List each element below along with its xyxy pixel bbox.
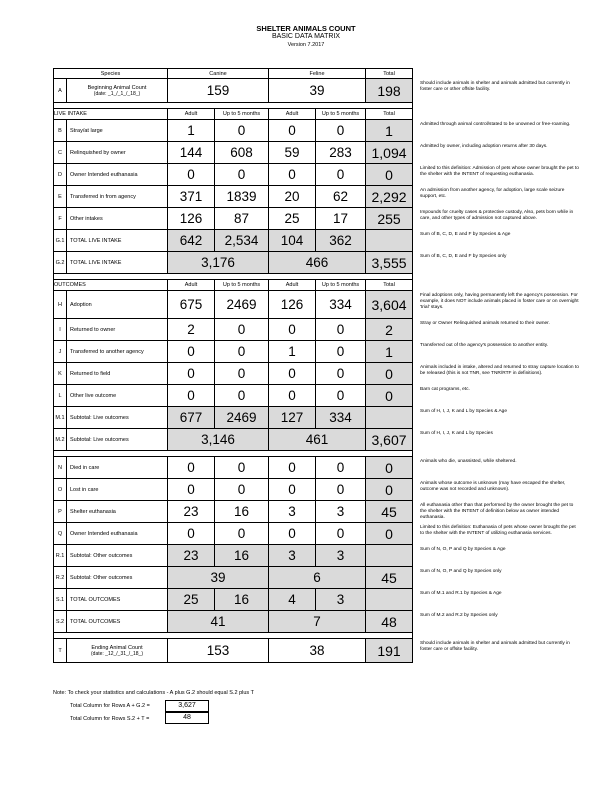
total-value: 45	[366, 501, 413, 523]
row-I	[54, 319, 413, 341]
section-live-intake: LIVE INTAKE	[54, 109, 168, 120]
cell-value: 0	[269, 523, 316, 545]
feline-header: Feline	[269, 69, 366, 79]
footer-line-2: Total Column for Rows S.2 + T =	[70, 716, 150, 722]
cell-value: 3	[316, 545, 366, 567]
cell-value: 87	[215, 208, 269, 230]
row-L	[54, 385, 413, 407]
row-label: TOTAL OUTCOMES	[67, 611, 168, 633]
row-label: Transferred in from agency	[67, 186, 168, 208]
form-subtitle: BASIC DATA MATRIX	[271, 33, 341, 40]
row-label: Died in care	[67, 457, 168, 479]
total-value: 0	[366, 479, 413, 501]
cell-value: 104	[269, 230, 316, 252]
cell-value: 642	[168, 230, 215, 252]
row-code: N	[54, 457, 67, 479]
row-code: F	[54, 208, 67, 230]
canine-header: Canine	[168, 69, 269, 79]
row-T	[54, 639, 413, 663]
row-note: Barn cat programs, etc.	[420, 386, 470, 392]
canine-total: 41	[168, 611, 269, 633]
canine-total: 3,146	[168, 429, 269, 451]
row-label: Transferred to another agency	[67, 341, 168, 363]
row-B	[54, 120, 413, 142]
cell-value: 334	[316, 407, 366, 429]
adult-header: Adult	[168, 280, 215, 291]
canine-value: 159	[168, 79, 269, 103]
cell-value: 0	[269, 120, 316, 142]
row-note: All euthanasia other than that performed by the owner brought the pet to the shelter with the INTENT of definition below as owner intended euthanasia.	[420, 502, 574, 520]
row-code: R.1	[54, 545, 67, 567]
row-G-1	[54, 230, 413, 252]
row-code: I	[54, 319, 67, 341]
footer-line-1: Total Column for Rows A + G.2 =	[70, 703, 150, 709]
row-label: Ending Animal Count	[91, 644, 143, 651]
row-code: K	[54, 363, 67, 385]
row-label: Relinquished by owner	[67, 142, 168, 164]
row-code: T	[54, 639, 67, 663]
total-value: 2	[366, 319, 413, 341]
row-label: Returned to owner	[67, 319, 168, 341]
total-value: 0	[366, 457, 413, 479]
cell-value: 0	[215, 479, 269, 501]
adult-header: Adult	[168, 109, 215, 120]
cell-value: 25	[269, 208, 316, 230]
date-field: (date: _1_/_1_/_18_)	[93, 90, 141, 97]
row-code: R.2	[54, 567, 67, 589]
cell-value: 0	[269, 479, 316, 501]
row-R-2	[54, 567, 413, 589]
cell-value: 0	[316, 120, 366, 142]
total-value: 0	[366, 385, 413, 407]
cell-value: 0	[316, 385, 366, 407]
row-note: Final adoptions only, having permanently left the agency's possession. For example, it does NOT include animals placed in foster care or on overnight 'trial' stays.	[420, 292, 579, 310]
adult-header: Adult	[269, 280, 316, 291]
cell-value: 0	[215, 120, 269, 142]
cell-value: 126	[168, 208, 215, 230]
row-label: Subtotal: Other outcomes	[67, 545, 168, 567]
total-value: 3,555	[366, 252, 413, 274]
total-value	[366, 407, 413, 429]
cell-value: 0	[269, 457, 316, 479]
row-label: Stray/at large	[67, 120, 168, 142]
cell-value: 0	[269, 385, 316, 407]
cell-value: 16	[215, 589, 269, 611]
row-label: Owner Intended euthanasia	[67, 164, 168, 186]
total-value	[366, 589, 413, 611]
row-label: Subtotal: Live outcomes	[67, 429, 168, 451]
cell-value: 20	[269, 186, 316, 208]
cell-value: 4	[269, 589, 316, 611]
row-note: Admitted through animal control/stated to be unowned or free-roaming.	[420, 121, 571, 127]
upto5-header: Up to 5 months	[316, 109, 366, 120]
row-note: Stray or Owner Relinquished animals returned to their owner.	[420, 320, 550, 326]
row-M-1	[54, 407, 413, 429]
cell-value: 675	[168, 291, 215, 319]
footer-note: Note: To check your statistics and calculations - A plus G.2 should equal S.2 plus T	[53, 690, 254, 696]
row-code: D	[54, 164, 67, 186]
cell-value: 0	[316, 319, 366, 341]
cell-value: 1	[168, 120, 215, 142]
section-outcomes: OUTCOMES	[54, 280, 168, 291]
row-K	[54, 363, 413, 385]
row-label: Subtotal: Other outcomes	[67, 567, 168, 589]
upto5-header: Up to 5 months	[215, 109, 269, 120]
cell-value: 3	[316, 501, 366, 523]
row-label: Beginning Animal Count	[87, 84, 147, 91]
row-note: Transferred out of the agency's possession to another entity.	[420, 342, 549, 348]
cell-value: 0	[215, 523, 269, 545]
row-Q	[54, 523, 413, 545]
row-note: Animals whose outcome is unknown (may have escaped the shelter, outcome was not recorded and unknown).	[420, 480, 566, 492]
total-value	[366, 545, 413, 567]
row-code: E	[54, 186, 67, 208]
total-value: 198	[366, 79, 413, 103]
row-label: Other live outcome	[67, 385, 168, 407]
cell-value: 0	[316, 457, 366, 479]
total-value: 45	[366, 567, 413, 589]
row-A	[54, 79, 413, 103]
row-note: An admission from another agency, for adoption, large scale seizure support, etc.	[420, 187, 565, 199]
row-note: Admitted by owner, including adoption returns after 30 days.	[420, 143, 548, 149]
row-code: G.1	[54, 230, 67, 252]
row-O	[54, 479, 413, 501]
feline-total: 466	[269, 252, 366, 274]
cell-value: 0	[168, 385, 215, 407]
cell-value: 1839	[215, 186, 269, 208]
cell-value: 127	[269, 407, 316, 429]
cell-value: 0	[269, 164, 316, 186]
total-header: Total	[366, 109, 413, 120]
adult-header: Adult	[269, 109, 316, 120]
cell-value: 16	[215, 545, 269, 567]
upto5-header: Up to 5 months	[316, 280, 366, 291]
row-G-2	[54, 252, 413, 274]
row-label: Adoption	[67, 291, 168, 319]
row-label: Subtotal: Live outcomes	[67, 407, 168, 429]
row-S-1	[54, 589, 413, 611]
total-value: 255	[366, 208, 413, 230]
cell-value: 0	[269, 319, 316, 341]
upto5-header: Up to 5 months	[215, 280, 269, 291]
row-P	[54, 501, 413, 523]
cell-value: 62	[316, 186, 366, 208]
row-code: S.1	[54, 589, 67, 611]
row-label: TOTAL LIVE INTAKE	[67, 230, 168, 252]
form-title: SHELTER ANIMALS COUNT	[256, 24, 356, 33]
feline-total: 461	[269, 429, 366, 451]
total-value: 3,604	[366, 291, 413, 319]
cell-value: 0	[215, 319, 269, 341]
row-R-1	[54, 545, 413, 567]
row-F	[54, 208, 413, 230]
cell-value: 0	[215, 457, 269, 479]
total-header: Total	[366, 69, 413, 79]
cell-value: 608	[215, 142, 269, 164]
row-code: B	[54, 120, 67, 142]
cell-value: 334	[316, 291, 366, 319]
feline-value: 38	[269, 639, 366, 663]
row-code: M.1	[54, 407, 67, 429]
total-value: 0	[366, 164, 413, 186]
row-code: Q	[54, 523, 67, 545]
canine-value: 153	[168, 639, 269, 663]
cell-value: 2	[168, 319, 215, 341]
feline-total: 7	[269, 611, 366, 633]
cell-value: 0	[316, 479, 366, 501]
cell-value: 3	[316, 589, 366, 611]
row-code: A	[54, 79, 67, 103]
feline-value: 39	[269, 79, 366, 103]
cell-value: 2469	[215, 291, 269, 319]
cell-value: 0	[316, 164, 366, 186]
row-note: Animals included in intake, altered and returned to stray capture location to be released (this is not TNR, see TNR/RTF in definitions).	[420, 364, 579, 376]
cell-value: 0	[316, 523, 366, 545]
cell-value: 0	[215, 164, 269, 186]
row-C	[54, 142, 413, 164]
row-note: Limited to this definition: Euthanasia of pets whose owner brought the pet to the shelter with the INTENT of utilizing euthanasia services.	[420, 524, 576, 536]
total-value: 191	[366, 639, 413, 663]
total-value: 0	[366, 523, 413, 545]
species-header: Species	[54, 69, 168, 79]
row-label: Owner Intended euthanasia	[67, 523, 168, 545]
row-note: Sum of B, C, D, E and F by Species & Age	[420, 231, 511, 237]
cell-value: 23	[168, 501, 215, 523]
total-value: 1,094	[366, 142, 413, 164]
cell-value: 2469	[215, 407, 269, 429]
cell-value: 0	[215, 363, 269, 385]
row-note: Sum of N, O, P and Q by Species & Age	[420, 546, 506, 552]
row-code: P	[54, 501, 67, 523]
row-label: TOTAL LIVE INTAKE	[67, 252, 168, 274]
total-value: 3,607	[366, 429, 413, 451]
row-code: J	[54, 341, 67, 363]
row-code: S.2	[54, 611, 67, 633]
row-S-2	[54, 611, 413, 633]
row-note: Animals who die, unassisted, while sheltered.	[420, 458, 517, 464]
cell-value: 0	[168, 164, 215, 186]
row-note: Sum of H, I, J, K and L by Species & Age	[420, 408, 508, 414]
total-value: 48	[366, 611, 413, 633]
form-version: Version 7.2017	[287, 42, 325, 48]
cell-value: 3	[269, 501, 316, 523]
cell-value: 2,534	[215, 230, 269, 252]
total-value: 0	[366, 363, 413, 385]
cell-value: 0	[215, 341, 269, 363]
row-label: TOTAL OUTCOMES	[67, 589, 168, 611]
cell-value: 59	[269, 142, 316, 164]
cell-value: 0	[316, 341, 366, 363]
cell-value: 0	[316, 363, 366, 385]
total-value: 1	[366, 341, 413, 363]
feline-total: 6	[269, 567, 366, 589]
total-value: 2,292	[366, 186, 413, 208]
row-N	[54, 457, 413, 479]
row-label: Shelter euthanasia	[67, 501, 168, 523]
row-code: M.2	[54, 429, 67, 451]
cell-value: 0	[269, 363, 316, 385]
cell-value: 126	[269, 291, 316, 319]
row-label: Returned to field	[67, 363, 168, 385]
data-matrix	[53, 68, 413, 663]
row-E	[54, 186, 413, 208]
canine-total: 39	[168, 567, 269, 589]
cell-value: 3	[269, 545, 316, 567]
cell-value: 677	[168, 407, 215, 429]
cell-value: 283	[316, 142, 366, 164]
date-field: (date: _12_/_31_/_18_)	[91, 650, 143, 657]
row-note: Limited to this definition: Admission of pets whose owner brought the pet to the shelter with the INTENT of requesting euthanasia.	[420, 165, 579, 177]
total-value: 1	[366, 120, 413, 142]
cell-value: 0	[168, 479, 215, 501]
row-note: Sum of H, I, J, K and L by Species	[420, 430, 493, 436]
cell-value: 0	[168, 341, 215, 363]
cell-value: 362	[316, 230, 366, 252]
row-D	[54, 164, 413, 186]
cell-value: 0	[215, 385, 269, 407]
row-note: Sum of B, C, D, E and F by Species only	[420, 253, 507, 259]
cell-value: 16	[215, 501, 269, 523]
row-note: Sum of N, O, P and Q by Species only	[420, 568, 502, 574]
cell-value: 0	[168, 363, 215, 385]
row-code: O	[54, 479, 67, 501]
row-label: Lost in care	[67, 479, 168, 501]
row-M-2	[54, 429, 413, 451]
row-H	[54, 291, 413, 319]
cell-value: 23	[168, 545, 215, 567]
canine-total: 3,176	[168, 252, 269, 274]
total-header: Total	[366, 280, 413, 291]
row-note: Should include animals in shelter and animals admitted but currently in foster care or other offsite facility.	[420, 80, 570, 92]
row-note: Impounds for cruelty cases & protective custody, Also, pets born while in care, and other types of admission not captured above.	[420, 209, 574, 221]
row-note: Should include animals in shelter and animals admitted but currently in foster care or offsite facility.	[420, 640, 570, 652]
cell-value: 0	[168, 523, 215, 545]
cell-value: 371	[168, 186, 215, 208]
cell-value: 17	[316, 208, 366, 230]
row-note: Sum of M.1 and R.1 by Species & Age	[420, 590, 502, 596]
footer-value-2: 48	[165, 712, 209, 724]
total-value	[366, 230, 413, 252]
row-code: C	[54, 142, 67, 164]
row-label: Other intakes	[67, 208, 168, 230]
footer-value-1: 3,627	[165, 700, 209, 712]
row-code: L	[54, 385, 67, 407]
cell-value: 1	[269, 341, 316, 363]
cell-value: 0	[168, 457, 215, 479]
row-J	[54, 341, 413, 363]
cell-value: 144	[168, 142, 215, 164]
row-code: G.2	[54, 252, 67, 274]
cell-value: 25	[168, 589, 215, 611]
row-note: Sum of M.2 and R.2 by Species only	[420, 612, 498, 618]
row-code: H	[54, 291, 67, 319]
